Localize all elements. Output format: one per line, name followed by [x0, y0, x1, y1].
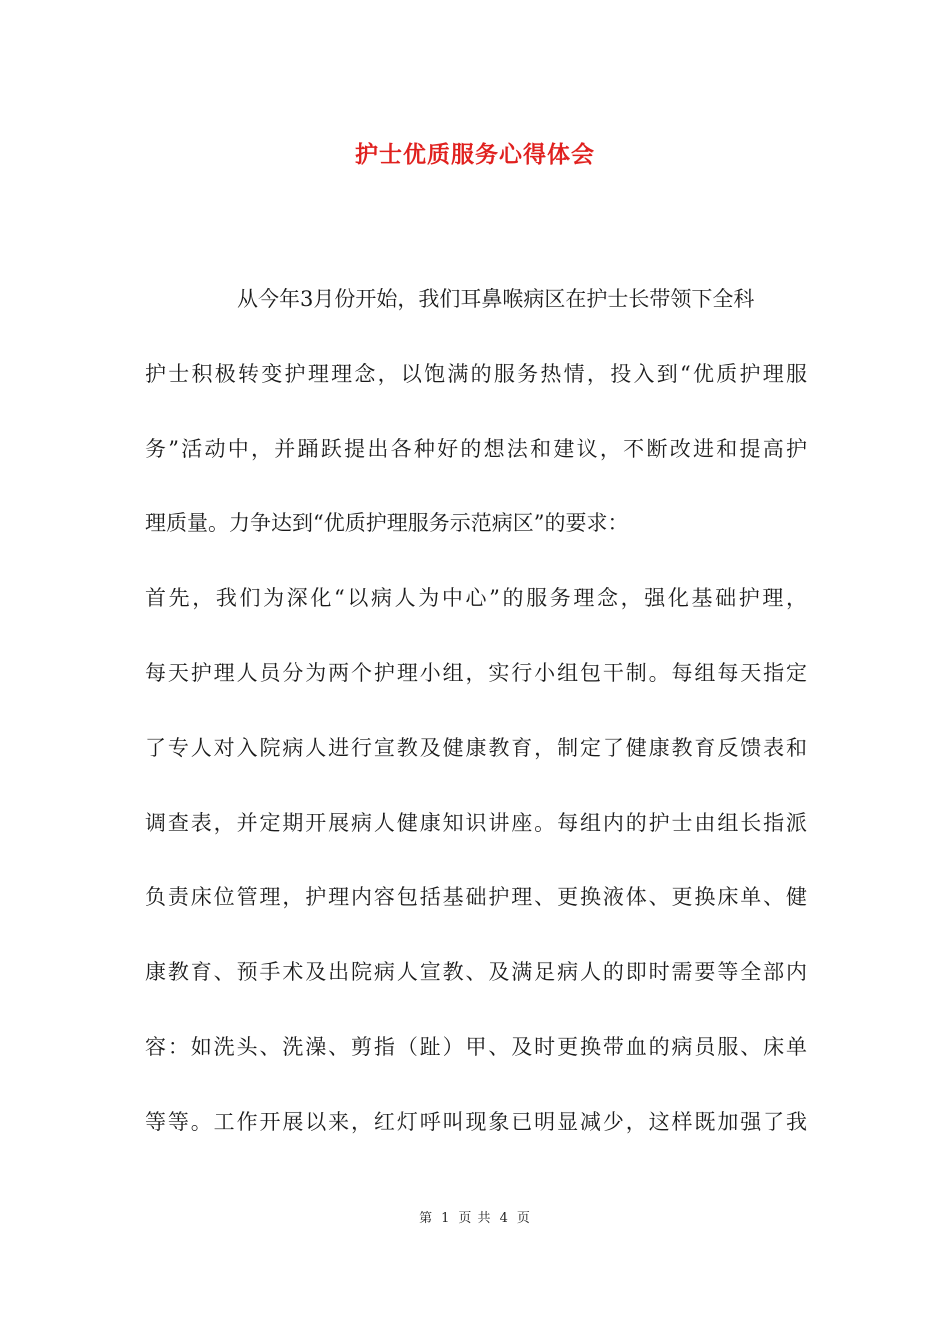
footer-middle: 页 共 [458, 1211, 492, 1226]
paragraph-line: 康教育、预手术及出院病人宣教、及满足病人的即时需要等全部内 [145, 960, 807, 985]
paragraph-line: 首先，我们为深化“以病人为中心”的服务理念，强化基础护理， [145, 586, 807, 611]
paragraph-line: 调查表，并定期开展病人健康知识讲座。每组内的护士由组长指派 [145, 810, 807, 835]
paragraph-line: 等等。工作开展以来，红灯呼叫现象已明显减少，这样既加强了我 [145, 1109, 807, 1134]
paragraph-line: 务”活动中，并踊跃提出各种好的想法和建议，不断改进和提高护 [145, 436, 807, 461]
paragraph-line: 负责床位管理，护理内容包括基础护理、更换液体、更换床单、健 [145, 885, 807, 910]
footer-total-pages: 4 [499, 1211, 509, 1226]
document-title: 护士优质服务心得体会 [355, 141, 595, 168]
paragraph-line: 理质量。力争达到“优质护理服务示范病区”的要求： [145, 511, 629, 536]
paragraph-line: 每天护理人员分为两个护理小组，实行小组包干制。每组每天指定 [145, 660, 807, 685]
footer-page-number: 1 [441, 1211, 451, 1226]
paragraph-line: 了专人对入院病人进行宣教及健康教育，制定了健康教育反馈表和 [145, 735, 807, 760]
paragraph-line: 护士积极转变护理理念，以饱满的服务热情，投入到“优质护理服 [145, 361, 807, 386]
page-footer [0, 1207, 950, 1226]
footer-prefix: 第 [419, 1211, 434, 1226]
footer-suffix: 页 [516, 1211, 531, 1226]
paragraph-line: 从今年3月份开始，我们耳鼻喉病区在护士长带领下全科 [237, 287, 755, 311]
document-body [145, 262, 807, 1160]
paragraph-line: 容：如洗头、洗澡、剪指（趾）甲、及时更换带血的病员服、床单 [145, 1034, 807, 1059]
